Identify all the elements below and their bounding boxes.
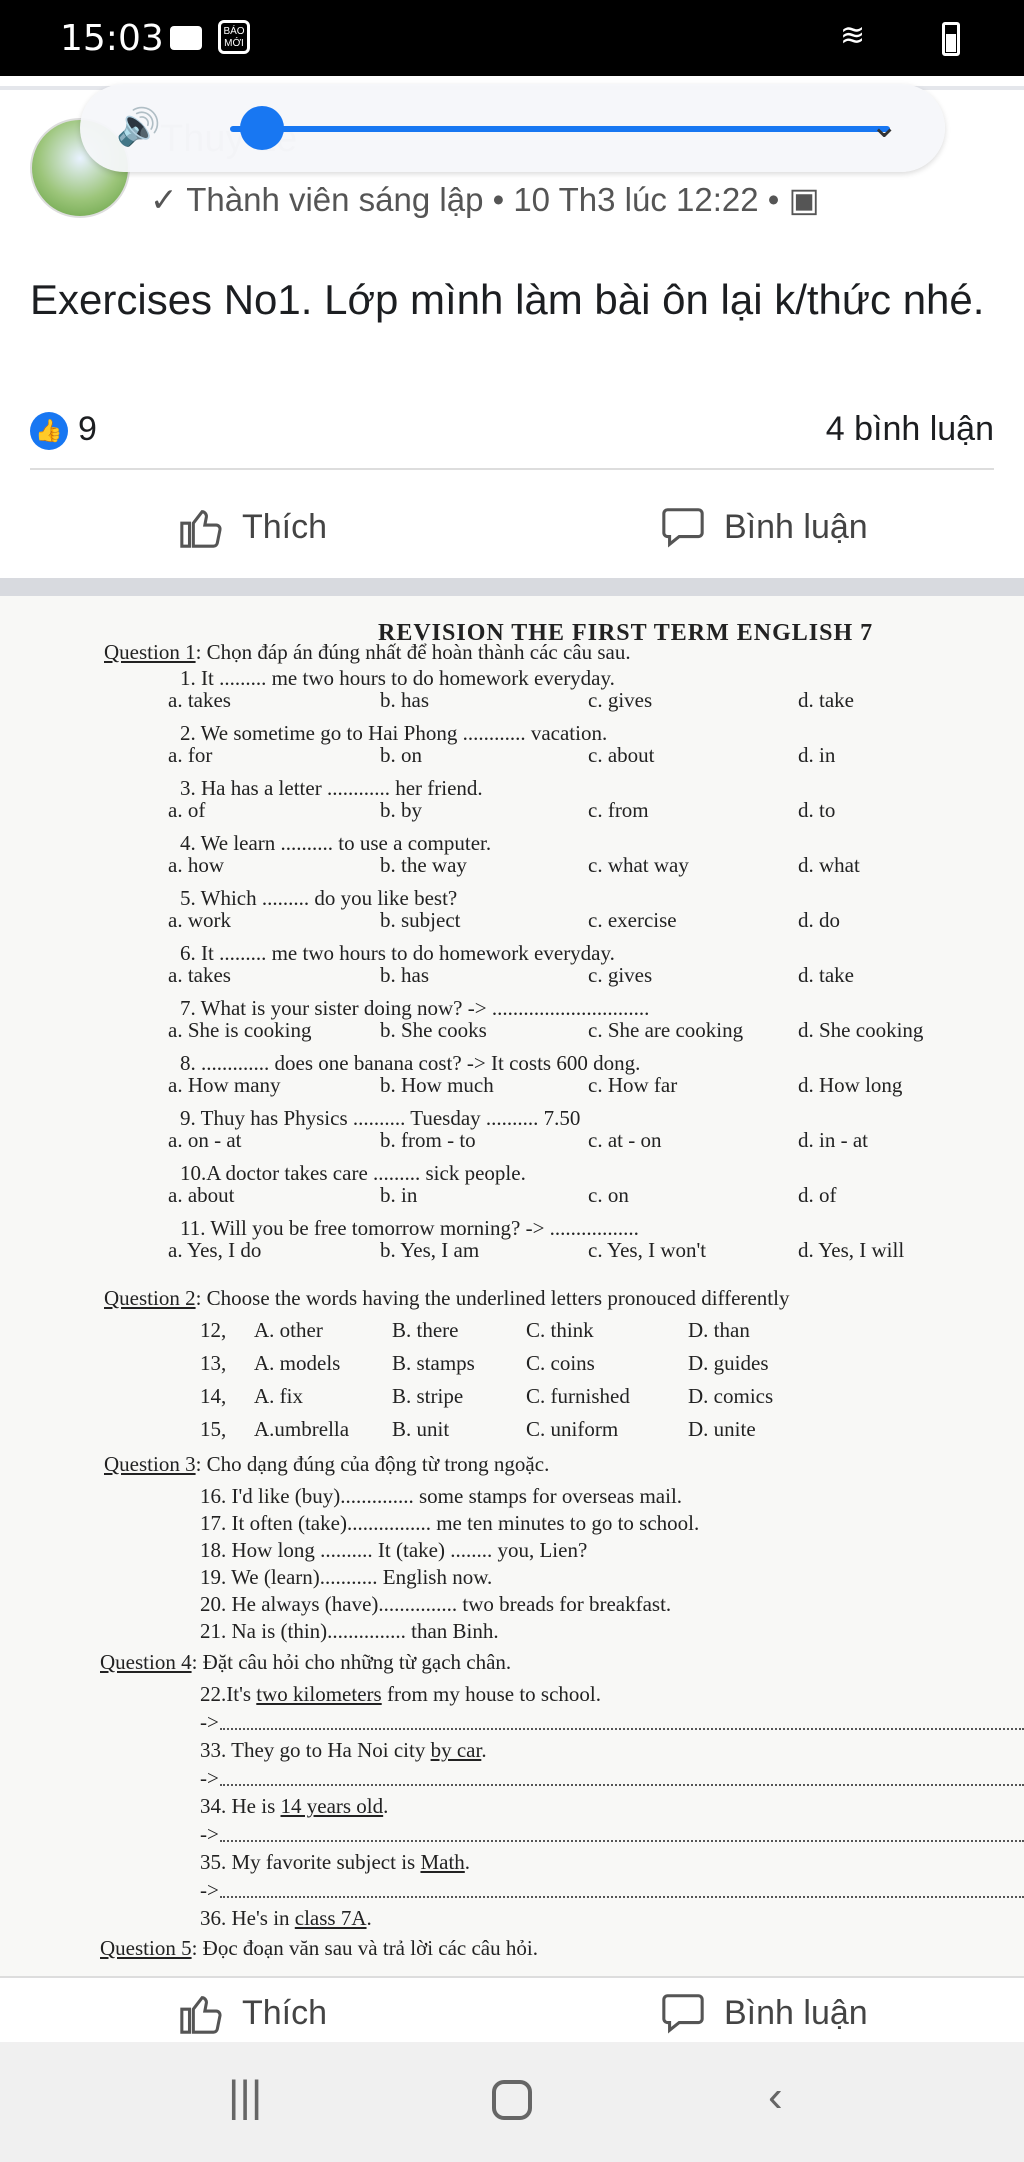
mcq-option-c: c. gives	[588, 963, 653, 987]
like-label: Thích	[242, 1993, 328, 2032]
mcq-stem: 6. It ......... me two hours to do homework everyday.	[180, 941, 615, 965]
mcq-option-c: c. at - on	[588, 1128, 662, 1152]
question-text: 35. My favorite subject is	[200, 1850, 421, 1874]
question-text: .	[481, 1738, 487, 1762]
comment-count[interactable]: 4 bình luận	[825, 410, 994, 448]
mcq-option-c: c. exercise	[588, 908, 677, 932]
mcq-option-b: b. subject	[380, 908, 461, 932]
mcq-stem: 10.A doctor takes care ......... sick people.	[180, 1161, 526, 1185]
option-b: B. there	[392, 1318, 459, 1342]
q1-label: Question 1	[104, 640, 196, 664]
item-number: 12,	[200, 1318, 227, 1342]
volume-track[interactable]	[230, 126, 890, 132]
item-number: 14,	[200, 1384, 227, 1408]
question-item	[200, 1850, 470, 1875]
mcq-option-a: a. how	[168, 853, 224, 877]
answer-line[interactable]	[220, 1840, 1024, 1842]
underlined-phrase: 14 years old	[280, 1794, 384, 1818]
mcq-option-d: d. in	[798, 743, 836, 767]
mcq-option-b: b. has	[380, 688, 429, 712]
news-app-icon: BÁO MỚI	[218, 20, 250, 54]
status-bar	[0, 0, 1024, 76]
mcq-option-b: b. How much	[380, 1073, 494, 1097]
option-d: D. comics	[688, 1384, 774, 1408]
section-separator	[0, 578, 1024, 596]
home-icon[interactable]	[492, 2080, 532, 2120]
answer-line[interactable]	[220, 1784, 1024, 1786]
answer-arrow: ->	[200, 1766, 219, 1790]
question-2-header	[104, 1286, 789, 1311]
option-c: C. uniform	[526, 1417, 619, 1441]
reactions-row	[30, 408, 994, 452]
answer-arrow: ->	[200, 1822, 219, 1846]
mcq-option-d: d. take	[798, 688, 854, 712]
comment-label: Bình luận	[724, 1993, 868, 2032]
underlined-phrase: class 7A	[294, 1906, 367, 1930]
comment-label: Bình luận	[724, 507, 868, 546]
option-d: D. guides	[688, 1351, 769, 1375]
comment-button[interactable]	[660, 1990, 868, 2036]
mcq-option-a: a. How many	[168, 1073, 281, 1097]
q2-label: Question 2	[104, 1286, 196, 1310]
mcq-stem: 5. Which ......... do you like best?	[180, 886, 458, 910]
worksheet-title: REVISION THE FIRST TERM ENGLISH 7	[378, 620, 874, 646]
underlined-phrase: two kilometers	[256, 1682, 382, 1706]
question-1-header	[104, 640, 631, 665]
underlined-phrase: Math	[420, 1850, 465, 1874]
q5-text: : Đọc đoạn văn sau và trả lời các câu hỏi.	[191, 1936, 538, 1960]
mcq-option-d: d. to	[798, 798, 836, 822]
option-b: B. stripe	[392, 1384, 464, 1408]
item-number: 13,	[200, 1351, 227, 1375]
mcq-option-a: a. about	[168, 1183, 235, 1207]
mcq-stem: 11. Will you be free tomorrow morning? -> .................	[180, 1216, 639, 1240]
mcq-option-d: d. of	[798, 1183, 837, 1207]
option-c: C. think	[526, 1318, 594, 1342]
mcq-stem: 2. We sometime go to Hai Phong ............ vacation.	[180, 721, 608, 745]
photo-icon: ▣	[788, 181, 820, 218]
post-actions	[0, 490, 1024, 570]
mcq-option-a: a. on - at	[168, 1128, 242, 1152]
underlined-phrase: by car	[430, 1738, 482, 1762]
mcq-option-b: b. Yes, I am	[380, 1238, 480, 1262]
worksheet-image[interactable]	[0, 596, 1024, 1976]
post-meta	[150, 180, 820, 219]
mcq-stem: 7. What is your sister doing now? -> ..............................	[180, 996, 650, 1020]
mcq-option-d: d. in - at	[798, 1128, 868, 1152]
mcq-option-d: d. She cooking	[798, 1018, 924, 1042]
like-count[interactable]: 9	[78, 410, 97, 448]
verb-item: 20. He always (have)............... two breads for breakfast.	[200, 1592, 672, 1616]
mcq-option-a: a. of	[168, 798, 206, 822]
like-button[interactable]	[178, 504, 327, 550]
mcq-option-a: a. for	[168, 743, 213, 767]
mcq-option-d: d. Yes, I will	[798, 1238, 905, 1262]
comment-button[interactable]	[660, 504, 868, 550]
mcq-option-c: c. Yes, I won't	[588, 1238, 707, 1262]
mcq-option-c: c. about	[588, 743, 655, 767]
clock: 15:03	[60, 18, 164, 59]
mcq-option-d: d. do	[798, 908, 840, 932]
media-volume-bar[interactable]	[80, 84, 945, 172]
answer-arrow: ->	[200, 1710, 219, 1734]
thumbs-up-icon	[178, 504, 224, 550]
question-item	[200, 1906, 372, 1931]
question-text: .	[366, 1906, 372, 1930]
option-b: B. stamps	[392, 1351, 475, 1375]
mcq-option-b: b. the way	[380, 853, 467, 877]
option-d: D. unite	[688, 1417, 756, 1441]
q3-text: : Cho dạng đúng của động từ trong ngoặc.	[195, 1452, 550, 1476]
option-a: A. fix	[254, 1384, 303, 1408]
mcq-option-d: d. How long	[798, 1073, 903, 1097]
mcq-stem: 9. Thuy has Physics .......... Tuesday .......... 7.50	[180, 1106, 581, 1130]
mcq-option-b: b. by	[380, 798, 422, 822]
q4-text: : Đặt câu hỏi cho những từ gạch chân.	[191, 1650, 512, 1674]
question-text: 33. They go to Ha Noi city	[200, 1738, 431, 1762]
question-item	[200, 1794, 388, 1819]
option-a: A. models	[254, 1351, 341, 1375]
verb-item: 16. I'd like (buy).............. some stamps for overseas mail.	[200, 1484, 683, 1508]
mcq-option-c: c. gives	[588, 688, 653, 712]
mcq-option-d: d. what	[798, 853, 860, 877]
q5-label: Question 5	[100, 1936, 192, 1960]
like-button[interactable]	[178, 1990, 327, 2036]
verb-item: 19. We (learn)........... English now.	[200, 1565, 493, 1589]
mcq-option-b: b. She cooks	[380, 1018, 487, 1042]
post-actions-bottom	[0, 1976, 1024, 2042]
question-item	[200, 1682, 601, 1707]
message-icon	[170, 26, 202, 50]
verified-icon: ✓	[150, 181, 187, 218]
option-d: D. than	[688, 1318, 750, 1342]
answer-arrow: ->	[200, 1878, 219, 1902]
mcq-option-a: a. takes	[168, 963, 231, 987]
mcq-stem: 1. It ......... me two hours to do homework everyday.	[180, 666, 615, 690]
question-text: 36. He's in	[200, 1906, 295, 1930]
option-c: C. furnished	[526, 1384, 630, 1408]
q1-text: : Chọn đáp án đúng nhất để hoàn thành các câu sau.	[195, 640, 631, 664]
mcq-option-c: c. what way	[588, 853, 689, 877]
question-5-header	[100, 1936, 538, 1961]
mcq-option-c: c. on	[588, 1183, 629, 1207]
mcq-stem: 4. We learn .......... to use a computer.	[180, 831, 492, 855]
mcq-option-c: c. She are cooking	[588, 1018, 744, 1042]
mcq-option-c: c. How far	[588, 1073, 678, 1097]
question-item	[200, 1738, 487, 1763]
verb-item: 21. Na is (thin)............... than Binh.	[200, 1619, 499, 1643]
mcq-option-b: b. from - to	[380, 1128, 476, 1152]
mcq-option-a: a. Yes, I do	[168, 1238, 262, 1262]
mcq-stem: 3. Ha has a letter ............ her friend.	[180, 776, 483, 800]
battery-icon	[942, 22, 960, 56]
question-text: from my house to school.	[381, 1682, 602, 1706]
question-text: 22.It's	[200, 1682, 257, 1706]
question-text: .	[464, 1850, 471, 1874]
chevron-down-icon[interactable]: ⌄	[870, 107, 899, 145]
comment-icon	[660, 1990, 706, 2036]
verb-item: 17. It often (take)................ me ten minutes to go to school.	[200, 1511, 700, 1535]
question-text: 34. He is	[200, 1794, 281, 1818]
option-a: A.umbrella	[254, 1417, 350, 1441]
item-number: 15,	[200, 1417, 227, 1441]
like-reaction-icon[interactable]: 👍	[30, 412, 68, 450]
thumbs-up-icon	[178, 1990, 224, 2036]
q3-label: Question 3	[104, 1452, 196, 1476]
divider	[30, 468, 994, 470]
mcq-option-d: d. take	[798, 963, 854, 987]
mcq-option-b: b. on	[380, 743, 422, 767]
option-b: B. unit	[392, 1417, 450, 1441]
mcq-stem: 8. ............. does one banana cost? -> It costs 600 dong.	[180, 1051, 641, 1075]
system-nav-bar	[0, 2042, 1024, 2162]
mcq-option-b: b. in	[380, 1183, 418, 1207]
volume-slider-handle[interactable]	[240, 106, 284, 150]
mcq-option-a: a. takes	[168, 688, 231, 712]
question-text: .	[383, 1794, 389, 1818]
recent-apps-icon[interactable]: |||	[228, 2072, 263, 2121]
option-c: C. coins	[526, 1351, 595, 1375]
like-label: Thích	[242, 507, 328, 546]
mcq-option-c: c. from	[588, 798, 649, 822]
option-a: A. other	[254, 1318, 323, 1342]
q4-label: Question 4	[100, 1650, 192, 1674]
answer-line[interactable]	[220, 1728, 1024, 1730]
mcq-option-a: a. work	[168, 908, 231, 932]
post-caption: Exercises No1. Lớp mình làm bài ôn lại k/thức nhé.	[30, 276, 985, 323]
question-4-header	[100, 1650, 511, 1675]
speaker-icon[interactable]: 🔊	[116, 106, 161, 147]
question-3-header	[104, 1452, 549, 1477]
wifi-icon: ≋	[840, 19, 866, 52]
answer-line[interactable]	[220, 1896, 1024, 1898]
verb-item: 18. How long .......... It (take) ........ you, Lien?	[200, 1538, 588, 1562]
post-meta-text: Thành viên sáng lập • 10 Th3 lúc 12:22 •	[186, 181, 780, 218]
mcq-option-b: b. has	[380, 963, 429, 987]
mcq-option-a: a. She is cooking	[168, 1018, 312, 1042]
comment-icon	[660, 504, 706, 550]
back-icon[interactable]: ‹	[768, 2072, 783, 2121]
q2-text: : Choose the words having the underlined letters pronouced differently	[195, 1286, 790, 1310]
